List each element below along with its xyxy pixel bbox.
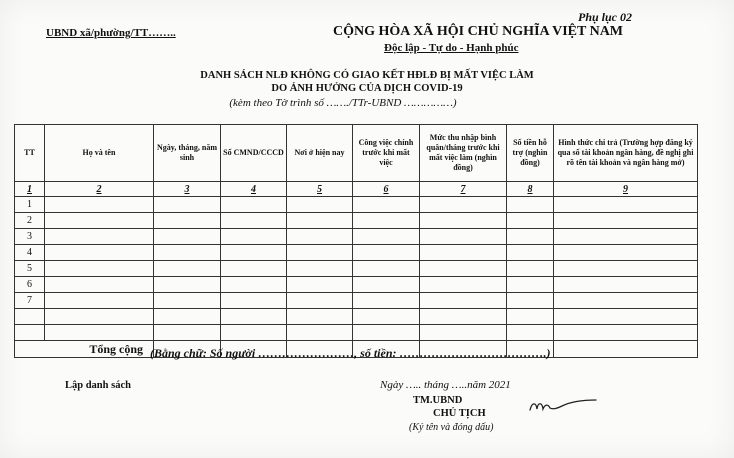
- data-cell[interactable]: [420, 213, 507, 229]
- data-cell[interactable]: [45, 229, 154, 245]
- document-subtitle: (kèm theo Tờ trình số ……./TTr-UBND ……………): [229, 97, 457, 109]
- signature-note: (Ký tên và đóng dấu): [409, 422, 494, 433]
- handwritten-signature: [528, 396, 598, 414]
- data-cell[interactable]: [221, 309, 287, 325]
- data-cell[interactable]: [221, 229, 287, 245]
- data-cell[interactable]: [287, 261, 353, 277]
- table-row: [15, 293, 698, 309]
- data-cell[interactable]: [420, 245, 507, 261]
- prepared-by-label: Lập danh sách: [65, 380, 131, 391]
- row-number-cell[interactable]: 7: [15, 293, 45, 309]
- column-header: Ngày, tháng, năm sinh: [154, 125, 221, 182]
- table-row: [15, 229, 698, 245]
- document-title-line2: DO ẢNH HƯỞNG CỦA DỊCH COVID-19: [271, 83, 463, 94]
- column-header: Số CMND/CCCD: [221, 125, 287, 182]
- column-index: 5: [287, 182, 353, 197]
- column-index: 6: [353, 182, 420, 197]
- data-cell[interactable]: [507, 245, 554, 261]
- data-cell[interactable]: [353, 229, 420, 245]
- column-index: 3: [154, 182, 221, 197]
- column-index: 7: [420, 182, 507, 197]
- data-cell[interactable]: [554, 325, 698, 341]
- commune-header: UBND xã/phường/TT……..: [46, 27, 176, 39]
- column-header: Số tiền hỗ trợ (nghìn đồng): [507, 125, 554, 182]
- data-cell[interactable]: [221, 325, 287, 341]
- row-number-cell[interactable]: [15, 325, 45, 341]
- table-row: [15, 325, 698, 341]
- data-cell[interactable]: [353, 309, 420, 325]
- column-index: 1: [15, 182, 45, 197]
- data-cell[interactable]: [287, 277, 353, 293]
- column-header: Họ và tên: [45, 125, 154, 182]
- data-cell[interactable]: [353, 277, 420, 293]
- data-cell[interactable]: [154, 309, 221, 325]
- data-cell[interactable]: [353, 261, 420, 277]
- data-cell[interactable]: [221, 277, 287, 293]
- column-index: 8: [507, 182, 554, 197]
- row-number-cell[interactable]: 3: [15, 229, 45, 245]
- column-header: Công việc chính trước khi mất việc: [353, 125, 420, 182]
- data-cell[interactable]: [420, 261, 507, 277]
- column-header: Nơi ở hiện nay: [287, 125, 353, 182]
- data-cell[interactable]: [420, 325, 507, 341]
- column-index-row: [15, 182, 698, 197]
- data-cell[interactable]: [45, 325, 154, 341]
- column-header: TT: [15, 125, 45, 182]
- data-cell[interactable]: [45, 213, 154, 229]
- data-cell[interactable]: [353, 293, 420, 309]
- data-cell[interactable]: [353, 213, 420, 229]
- data-cell[interactable]: [287, 229, 353, 245]
- data-cell[interactable]: [353, 245, 420, 261]
- data-cell[interactable]: [554, 197, 698, 213]
- data-cell[interactable]: [221, 197, 287, 213]
- data-cell[interactable]: [154, 293, 221, 309]
- data-cell[interactable]: [353, 197, 420, 213]
- data-cell[interactable]: [221, 245, 287, 261]
- data-cell[interactable]: [45, 197, 154, 213]
- data-cell[interactable]: [420, 229, 507, 245]
- national-motto: Độc lập - Tự do - Hạnh phúc: [384, 42, 519, 54]
- table-row: [15, 245, 698, 261]
- data-cell[interactable]: [287, 325, 353, 341]
- data-cell[interactable]: [507, 229, 554, 245]
- row-number-cell[interactable]: 6: [15, 277, 45, 293]
- row-number-cell[interactable]: 5: [15, 261, 45, 277]
- data-cell[interactable]: [154, 229, 221, 245]
- data-cell[interactable]: [45, 261, 154, 277]
- data-cell[interactable]: [554, 261, 698, 277]
- data-cell[interactable]: [287, 213, 353, 229]
- appendix-label: Phụ lục 02: [577, 10, 632, 24]
- total-label: Tổng cộng: [15, 341, 154, 358]
- data-cell[interactable]: [154, 261, 221, 277]
- table-row: [15, 197, 698, 213]
- on-behalf-label: TM.UBND: [413, 395, 463, 406]
- data-cell[interactable]: [45, 293, 154, 309]
- table-row: [15, 309, 698, 325]
- table-row: [15, 213, 698, 229]
- table-row: [15, 277, 698, 293]
- data-cell[interactable]: [554, 277, 698, 293]
- data-cell[interactable]: [221, 261, 287, 277]
- data-cell[interactable]: [353, 325, 420, 341]
- data-cell[interactable]: [554, 309, 698, 325]
- row-number-cell[interactable]: 2: [15, 213, 45, 229]
- table-row: [15, 261, 698, 277]
- data-cell[interactable]: [287, 197, 353, 213]
- row-number-cell[interactable]: 4: [15, 245, 45, 261]
- data-cell[interactable]: [154, 277, 221, 293]
- column-header: Hình thức chi trả (Trường hợp đăng ký qua số tài khoản ngân hàng, đề nghị ghi rõ tên tài khoản và ngân hàng mở): [554, 125, 698, 182]
- data-cell[interactable]: [287, 293, 353, 309]
- data-cell[interactable]: [507, 261, 554, 277]
- data-cell[interactable]: [554, 213, 698, 229]
- data-cell[interactable]: [154, 325, 221, 341]
- data-cell[interactable]: [554, 229, 698, 245]
- column-index: 2: [45, 182, 154, 197]
- data-cell[interactable]: [221, 293, 287, 309]
- data-cell[interactable]: [287, 245, 353, 261]
- data-cell[interactable]: [507, 309, 554, 325]
- data-cell[interactable]: [45, 309, 154, 325]
- row-number-cell[interactable]: 1: [15, 197, 45, 213]
- data-cell[interactable]: [420, 293, 507, 309]
- data-cell[interactable]: [554, 245, 698, 261]
- column-index: 4: [221, 182, 287, 197]
- data-cell[interactable]: [45, 277, 154, 293]
- data-cell[interactable]: [507, 325, 554, 341]
- data-cell[interactable]: [420, 309, 507, 325]
- document-title-line1: DANH SÁCH NLĐ KHÔNG CÓ GIAO KẾT HĐLĐ BỊ MẤT VIỆC LÀM: [200, 70, 534, 81]
- national-title: CỘNG HÒA XÃ HỘI CHỦ NGHĨA VIỆT NAM: [333, 24, 624, 39]
- date-line: Ngày ….. tháng …..năm 2021: [380, 379, 511, 391]
- row-number-cell[interactable]: [15, 309, 45, 325]
- data-cell[interactable]: [420, 277, 507, 293]
- data-cell[interactable]: [221, 213, 287, 229]
- data-cell[interactable]: [507, 213, 554, 229]
- column-index: 9: [554, 182, 698, 197]
- total-cell[interactable]: [554, 341, 698, 358]
- header-row: [15, 125, 698, 182]
- data-cell[interactable]: [154, 213, 221, 229]
- data-cell[interactable]: [154, 245, 221, 261]
- worker-list-table: [14, 124, 698, 358]
- data-cell[interactable]: [507, 197, 554, 213]
- data-cell[interactable]: [154, 197, 221, 213]
- data-cell[interactable]: [554, 293, 698, 309]
- data-cell[interactable]: [287, 309, 353, 325]
- sum-in-words-line: (Bằng chữ: Số người ……………………, số tiền: ……………………………….): [150, 346, 551, 360]
- data-cell[interactable]: [420, 197, 507, 213]
- chairman-label: CHỦ TỊCH: [433, 408, 486, 419]
- column-header: Mức thu nhập bình quân/tháng trước khi mất việc làm (nghìn đồng): [420, 125, 507, 182]
- data-cell[interactable]: [45, 245, 154, 261]
- data-cell[interactable]: [507, 277, 554, 293]
- data-cell[interactable]: [507, 293, 554, 309]
